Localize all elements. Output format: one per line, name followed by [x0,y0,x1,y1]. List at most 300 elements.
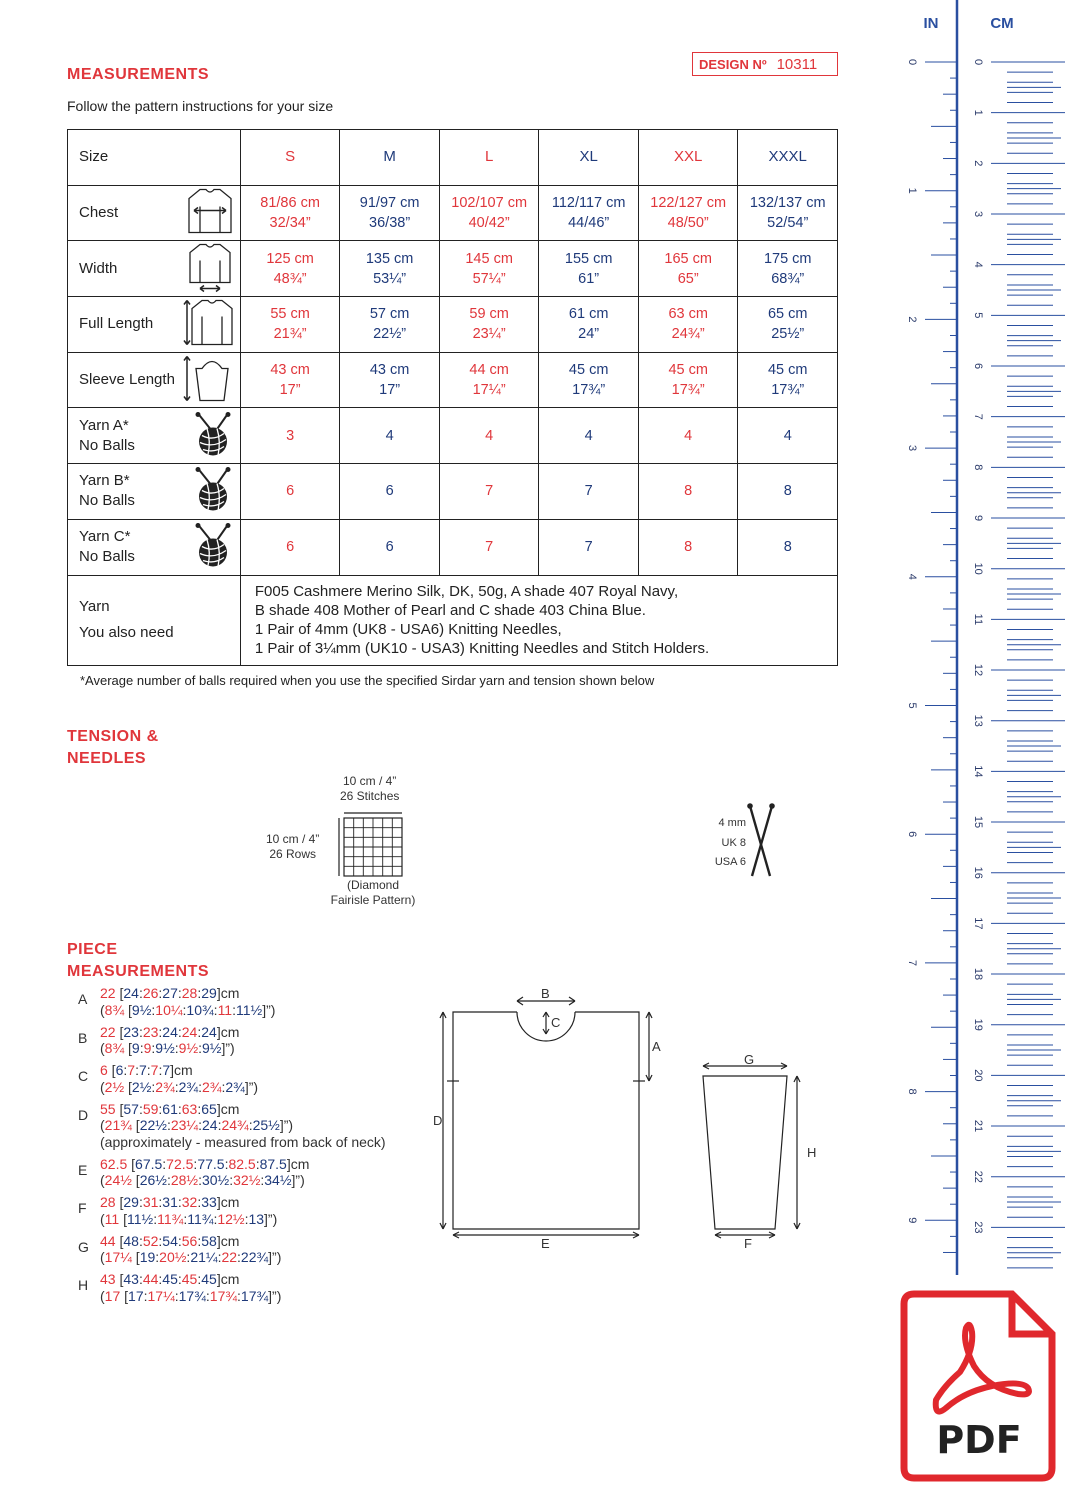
tension-title-line2: NEEDLES [67,750,147,767]
size-value: 45 [162,1271,178,1287]
in-value: 21¾” [273,326,307,343]
cm-value: 135 cm [365,250,414,267]
row-label: Full Length [79,315,154,333]
separator: : [155,1249,160,1265]
value-cell [638,185,738,241]
size-value: 23¼ [170,1117,199,1133]
piece-measurement-line [100,1117,386,1134]
size-m: M [340,130,440,186]
separator: : [146,1062,151,1078]
balls-value: 6 [240,464,340,520]
size-xxl: XXL [638,130,738,186]
cm-value: 59 cm [469,306,509,323]
cm-number: 20 [972,1069,984,1082]
separator: [ [115,1271,124,1287]
size-value: 34½ [264,1172,292,1188]
piece-measurement-line [100,1040,386,1057]
sleeve-garment-icon [182,353,234,408]
inch-number: 5 [906,702,918,709]
size-value: 9½ [131,1001,152,1018]
cm-number: 13 [972,714,984,727]
cm-number: 1 [972,109,984,116]
value-cell [340,185,440,241]
cm-value: 45 cm [668,362,708,379]
size-value: 77.5 [197,1155,225,1172]
cm-value: 102/107 cm [451,195,528,212]
value-cell [738,297,838,353]
full-length-row [68,297,838,353]
size-header-row [68,130,838,186]
value-cell [738,352,838,408]
diagram-label-d: D [433,1113,443,1128]
cm-value: 81/86 cm [260,195,320,212]
size-value: 24¾ [221,1117,249,1133]
separator: : [217,1117,222,1133]
separator: ]”) [291,1172,305,1188]
cm-number: 15 [972,815,984,829]
piece-measurement-b [78,1024,386,1057]
yarn-a-label-cell [68,408,241,464]
piece-measurement-e [78,1156,386,1189]
inch-number: 1 [906,187,918,194]
measurements-intro: Follow the pattern instructions for your size [67,98,334,114]
piece-measurement-line [100,1288,386,1305]
size-value: 11½ [236,1001,263,1018]
separator: ( [100,1040,105,1056]
measurements-table [67,129,838,666]
cm-value: 63 cm [668,306,708,323]
separator: ]”) [264,1210,278,1227]
in-value: 65” [677,270,699,287]
balls-value: 8 [638,519,738,575]
size-value: 31 [142,1194,159,1210]
piece-measurement-line [100,1002,386,1019]
balls-value: 6 [340,519,440,575]
cm-value: 155 cm [564,250,613,267]
piece-measurement-line [100,1101,386,1118]
piece-measurements-list [78,985,386,1310]
separator: : [174,1287,179,1304]
cm-number: 16 [972,866,984,879]
yarn-line: 1 Pair of 4mm (UK8 - USA6) Knitting Needles, [254,621,562,638]
separator: : [221,1078,226,1095]
size-value: 27 [162,985,178,1001]
separator: [ [119,1210,127,1227]
cm-number: 5 [972,312,984,319]
separator: : [151,1001,156,1018]
size-value: 11¾ [157,1210,184,1227]
cm-ticks [972,59,1065,1268]
piece-measurement-line [100,1271,386,1288]
separator: ]cm [170,1062,193,1078]
cm-number: 2 [972,160,984,167]
cm-value: 55 cm [270,306,310,323]
size-value: 82.5 [228,1155,256,1172]
inch-number: 3 [906,445,918,452]
separator: : [183,1210,188,1227]
separator: : [143,1287,148,1304]
piece-note: (approximately - measured from back of neck) [100,1133,386,1150]
separator: : [198,1117,202,1133]
balls-value: 6 [340,464,440,520]
yarn-line: F005 Cashmere Merino Silk, DK, 50g, A shade 407 Royal Navy, [254,583,679,600]
separator: : [174,1078,179,1095]
size-value: 28½ [170,1172,199,1188]
separator: : [177,985,182,1001]
separator: [ [131,1172,140,1188]
design-label: DESIGN Nº [699,56,767,72]
inch-number: 2 [906,316,918,323]
size-value: 55 [100,1100,116,1117]
garment-schematic-diagram [425,985,825,1260]
size-value: 9½ [202,1040,222,1056]
separator: : [158,1194,163,1210]
cm-number: 17 [972,917,984,930]
value-cell [240,297,340,353]
in-value: 22½” [373,326,407,343]
piece-letter: D [78,1106,89,1123]
in-value: 52/54” [767,215,809,232]
cm-number: 6 [972,362,984,370]
size-value: 20½ [159,1249,187,1265]
size-value: 61 [162,1100,178,1117]
cm-number: 19 [972,1018,984,1031]
footnote: *Average number of balls required when you use the specified Sirdar yarn and tension shown below [80,673,655,688]
value-cell [240,241,340,297]
separator: ( [100,1249,105,1265]
separator: : [174,1040,179,1056]
tension-width-cm: 10 cm / 4” [343,774,397,788]
size-value: 28 [181,985,198,1001]
size-value: 31 [162,1194,178,1210]
size-value: 17¾ [240,1287,269,1304]
cm-value: 43 cm [369,362,410,379]
cm-value: 112/117 cm [551,195,626,212]
diagram-label-c: C [551,1015,561,1030]
in-value: 17¾” [771,382,805,399]
piece-measurement-line [100,1211,386,1228]
separator: : [177,1194,182,1210]
size-value: 57 [123,1100,139,1117]
separator: : [229,1172,234,1188]
tension-rows: 26 Rows [269,847,317,861]
separator: : [205,1287,210,1304]
size-value: 2¾ [202,1078,222,1095]
balls-value: 4 [638,408,738,464]
size-value: 58 [201,1232,217,1249]
separator: : [138,1232,143,1249]
separator: : [197,985,202,1001]
size-value: 22 [100,985,116,1001]
size-value: 11¾ [187,1210,214,1227]
value-cell [439,297,539,353]
in-value: 53¼” [373,270,407,287]
size-value: 8¾ [104,1001,125,1018]
ruler-in-label: IN [923,15,939,32]
balls-value: 4 [738,408,838,464]
chest-garment-icon [186,187,234,240]
cm-value: 125 cm [266,250,314,267]
separator: : [197,1194,202,1210]
chest-label-cell [68,185,241,241]
separator: ]cm [216,1023,240,1040]
size-value: 67.5 [135,1155,163,1172]
size-value: 7 [127,1062,136,1078]
size-value: 10¾ [186,1001,214,1018]
size-value: 17¾ [178,1287,206,1304]
cm-number: 11 [972,613,984,626]
piece-letter: G [78,1238,89,1255]
size-value: 17¾ [209,1287,238,1304]
piece-measurement-line [100,1249,386,1266]
in-value: 17” [379,382,401,399]
size-value: 2¾ [225,1078,245,1095]
separator: : [177,1023,182,1040]
piece-measurement-line [100,1172,386,1189]
separator: : [197,1232,202,1249]
diagram-label-e: E [541,1236,550,1251]
size-value: 23 [123,1023,139,1040]
size-value: 56 [181,1232,198,1249]
cm-number: 23 [972,1221,984,1234]
sleeve-outline [703,1076,787,1229]
yarn-ball-icon [192,467,234,516]
size-value: 24 [162,1023,178,1040]
tension-pattern-line1: (Diamond [346,878,400,892]
cm-number: 10 [972,562,984,575]
also-need-label: You also need [79,624,174,641]
balls-value: 8 [638,464,738,520]
tension-title [67,726,159,770]
size-value: 11½ [127,1210,154,1227]
yarn-label: Yarn B* [79,472,130,490]
separator: : [153,1210,158,1227]
size-value: 24 [123,985,139,1001]
yarn-info-text [240,575,837,665]
pdf-label: PDF [936,1418,1022,1462]
separator: ( [100,1001,105,1018]
balls-value: 8 [738,519,838,575]
separator: : [177,1232,182,1249]
size-value: 2¾ [178,1078,199,1095]
separator: : [158,1062,163,1078]
row-label: Sleeve Length [79,371,175,389]
separator: : [135,1062,139,1078]
piece-measurement-line [100,1156,386,1173]
separator: : [166,1172,171,1188]
separator: : [197,1023,202,1040]
size-value: 33 [201,1194,217,1210]
separator: : [158,1023,163,1040]
separator: : [166,1117,171,1133]
inch-number: 6 [906,831,918,838]
size-value: 7 [162,1062,171,1078]
piece-measurement-line [100,1062,386,1079]
in-value: 44/46” [568,215,610,232]
value-cell [340,352,440,408]
piece-letter: C [78,1068,89,1084]
yarn-a-row [68,408,838,464]
width-label-cell [68,241,241,297]
piece-measurements-title [67,939,209,983]
size-value: 72.5 [166,1155,194,1172]
separator: ]”) [221,1040,235,1056]
cm-number: 4 [972,261,984,268]
in-value: 23¼” [472,326,506,343]
in-value: 17¼” [472,382,506,399]
size-value: 13 [248,1210,265,1227]
yarn-label: Yarn C* [79,528,131,546]
size-value: 62.5 [100,1155,128,1172]
cm-value: 132/137 cm [749,195,826,212]
size-value: 44 [100,1232,116,1249]
cm-number: 18 [972,967,984,981]
chest-row [68,185,838,241]
balls-label: No Balls [79,436,135,454]
separator: [ [127,1155,136,1172]
piece-measurement-d [78,1101,386,1151]
diagram-label-b: B [541,986,550,1001]
size-value: 52 [142,1232,159,1249]
size-value: 87.5 [259,1155,287,1172]
cm-value: 44 cm [469,362,509,379]
size-value: 54 [162,1232,178,1249]
tension-title-line1: TENSION & [67,728,159,745]
cm-number: 9 [972,514,984,522]
in-value: 24¾” [671,326,705,343]
size-value: 32 [181,1194,198,1210]
size-value: 17¼ [104,1249,132,1265]
cm-number: 22 [972,1170,984,1183]
separator: ( [100,1287,105,1304]
separator: : [138,1271,143,1287]
separator: ( [100,1078,105,1095]
size-value: 48 [123,1232,139,1249]
in-value: 48/50” [667,215,709,232]
separator: : [198,1172,202,1188]
separator: [ [120,1287,129,1304]
value-cell [340,297,440,353]
value-cell [439,185,539,241]
size-value: 59 [142,1100,159,1117]
size-value: 9½ [155,1040,175,1056]
pdf-download-badge[interactable] [900,1290,1058,1482]
inch-number: 0 [906,58,918,66]
tension-height-cm: 10 cm / 4” [266,832,320,846]
size-label: Size [79,148,109,166]
separator: : [177,1271,182,1287]
size-value: 24 [201,1117,218,1133]
size-s: S [240,130,340,186]
in-value: 32/34” [269,215,311,232]
size-value: 43 [123,1271,139,1287]
separator: : [232,1001,236,1018]
value-cell [539,352,639,408]
separator: : [158,985,163,1001]
cm-number: 0 [972,58,984,66]
size-value: 11 [104,1210,120,1227]
in-value: 57¼” [472,270,506,287]
cm-value: 165 cm [664,250,712,267]
cm-number: 12 [972,663,984,677]
separator: : [162,1155,167,1172]
tension-stitches: 26 Stitches [340,789,400,803]
in-value: 68¾” [771,270,805,287]
value-cell [539,241,639,297]
piece-title-line1: PIECE [67,941,118,958]
separator: ]”) [268,1249,282,1265]
length-garment-icon [182,297,234,352]
inch-number: 9 [906,1217,918,1224]
inch-ticks [906,59,957,1253]
size-value: 28 [100,1194,116,1210]
value-cell [240,185,340,241]
separator: : [248,1117,253,1133]
separator: : [138,1023,143,1040]
value-cell [539,297,639,353]
diagram-label-h: H [807,1145,817,1160]
balls-label: No Balls [79,548,135,566]
value-cell [638,241,738,297]
piece-measurement-g [78,1233,386,1266]
full-length-label-cell [68,297,241,353]
value-cell [439,241,539,297]
balls-value: 7 [439,519,539,575]
separator: : [158,1232,163,1249]
piece-measurement-f [78,1194,386,1227]
sleeve-length-label-cell [68,352,241,408]
separator: ]”) [268,1287,282,1304]
piece-measurement-line [100,1194,386,1211]
yarn-b-label-cell [68,464,241,520]
yarn-c-label-cell [68,519,241,575]
size-value: 26 [142,985,159,1001]
separator: : [224,1155,229,1172]
size-value: 25½ [252,1117,280,1133]
separator: [ [115,1100,124,1117]
size-value: 2½ [131,1078,152,1095]
yarn-b-row [68,464,838,520]
piece-measurement-line [100,1233,386,1250]
size-value: 45 [181,1271,198,1287]
size-value: 30½ [201,1172,230,1188]
separator: [ [124,1001,132,1018]
diagram-label-a: A [652,1039,661,1054]
separator: ]”) [279,1117,294,1133]
size-value: 26½ [139,1172,167,1188]
separator: : [138,1194,143,1210]
tension-pattern-line2: Fairisle Pattern) [330,893,416,907]
separator: : [151,1078,156,1095]
in-value: 40/42” [468,215,510,232]
in-value: 25½” [771,326,805,343]
size-value: 9 [131,1040,140,1056]
separator: [ [115,1232,124,1249]
body-outline [453,1012,639,1229]
width-garment-icon [186,242,234,295]
separator: : [217,1249,222,1265]
cm-value: 57 cm [369,306,410,323]
separator: ( [100,1117,105,1133]
piece-letter: F [78,1200,87,1216]
piece-measurement-line [100,985,386,1002]
piece-measurement-a [78,985,386,1018]
size-value: 24 [201,1023,217,1040]
separator: : [197,1100,202,1117]
balls-value: 7 [539,519,639,575]
needle-usa: USA 6 [714,856,746,868]
diagram-label-f: F [744,1236,752,1251]
